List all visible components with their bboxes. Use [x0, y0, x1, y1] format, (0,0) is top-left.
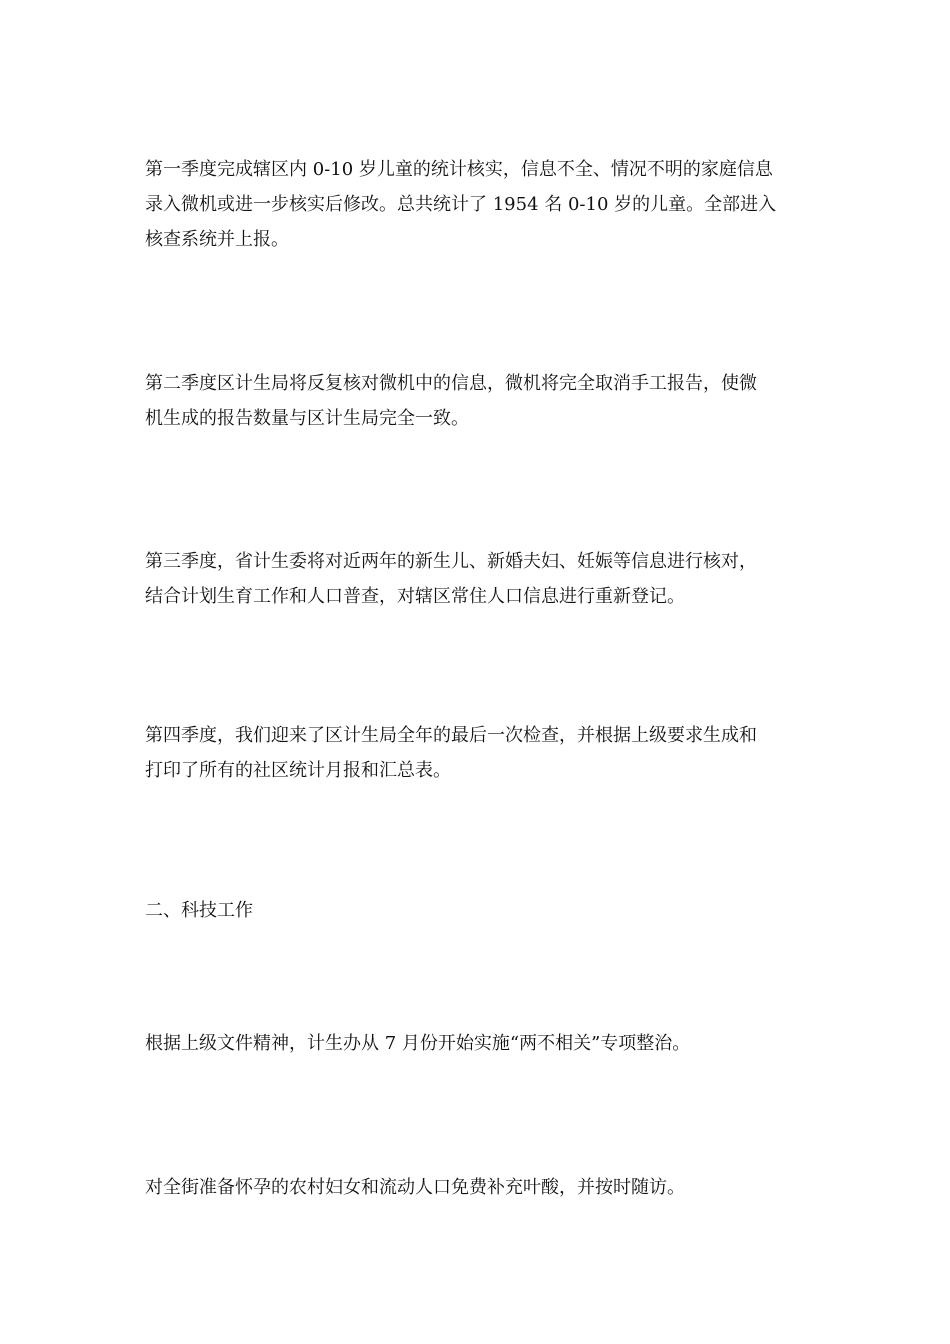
- text-line: 第一季度完成辖区内 0-10 岁儿童的统计核实，信息不全、情况不明的家庭信息: [145, 159, 773, 180]
- section-heading-technology-work: [145, 893, 810, 928]
- text-line: 对全街准备怀孕的农村妇女和流动人口免费补充叶酸，并按时随访。: [145, 1177, 685, 1198]
- text-line: 打印了所有的社区统计月报和汇总表。: [145, 760, 451, 781]
- text-line: 第二季度区计生局将反复核对微机中的信息，微机将完全取消手工报告，使微: [145, 373, 757, 394]
- text-line: 第三季度，省计生委将对近两年的新生儿、新婚夫妇、妊娠等信息进行核对，: [145, 551, 757, 572]
- paragraph-q4-inspection: [145, 718, 810, 788]
- text-line: 根据上级文件精神，计生办从 7 月份开始实施“两不相关”专项整治。: [145, 1033, 691, 1054]
- text-line: 核查系统并上报。: [145, 229, 289, 250]
- heading-line: 二、科技工作: [145, 900, 253, 921]
- text-line: 结合计划生育工作和人口普查，对辖区常住人口信息进行重新登记。: [145, 586, 685, 607]
- text-line: 录入微机或进一步核实后修改。总共统计了 1954 名 0-10 岁的儿童。全部进入: [145, 194, 777, 215]
- paragraph-q1-statistics: [145, 152, 810, 257]
- paragraph-q2-verification: [145, 366, 810, 436]
- paragraph-folic-acid: [145, 1170, 810, 1205]
- text-line: 第四季度，我们迎来了区计生局全年的最后一次检查，并根据上级要求生成和: [145, 725, 757, 746]
- text-line: 机生成的报告数量与区计生局完全一致。: [145, 408, 469, 429]
- paragraph-q3-registration: [145, 544, 810, 614]
- paragraph-special-rectification: [145, 1026, 810, 1061]
